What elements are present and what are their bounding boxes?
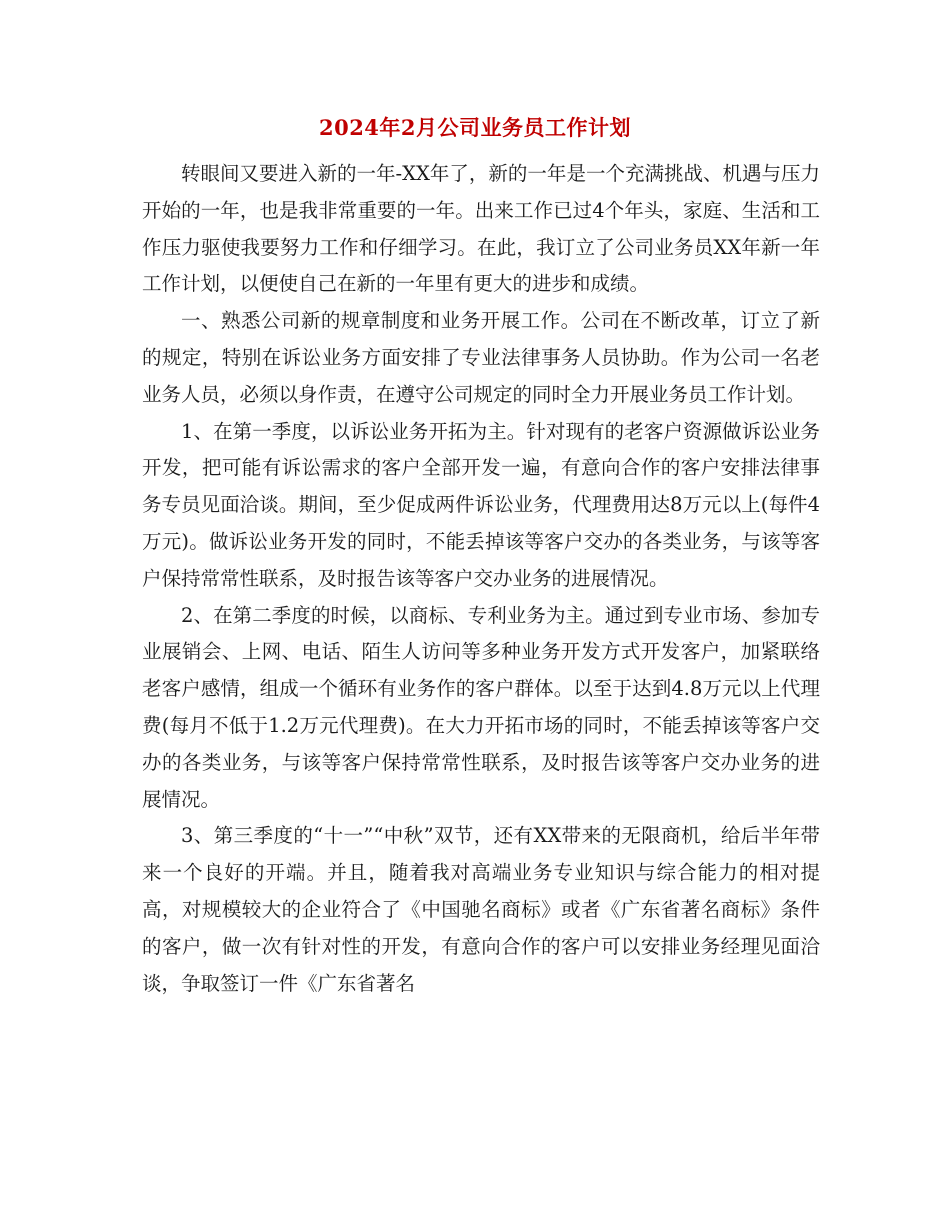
third-quarter-paragraph: 3、第三季度的“十一”“中秋”双节，还有XX带来的无限商机，给后半年带来一个良好的开端。并且，随着我对高端业务专业知识与综合能力的相对提高，对规模较大的企业符合了《中国驰名商标》或者《广东省著名商标》条件的客户，做一次有针对性的开发，有意向合作的客户可以安排业务经理见面洽谈，争取签订一件《广东省著名 [142,824,820,995]
document-body [142,156,820,1002]
section-one-paragraph: 一、熟悉公司新的规章制度和业务开展工作。公司在不断改革，订立了新的规定，特别在诉讼业务方面安排了专业法律事务人员协助。作为公司一名老业务人员，必须以身作责，在遵守公司规定的同时全力开展业务员工作计划。 [142,309,820,406]
intro-paragraph: 转眼间又要进入新的一年-XX年了，新的一年是一个充满挑战、机遇与压力开始的一年，也是我非常重要的一年。出来工作已过4个年头，家庭、生活和工作压力驱使我要努力工作和仔细学习。在此，我订立了公司业务员XX年新一年工作计划，以便使自己在新的一年里有更大的进步和成绩。 [142,162,820,296]
first-quarter-paragraph: 1、在第一季度，以诉讼业务开拓为主。针对现有的老客户资源做诉讼业务开发，把可能有诉讼需求的客户全部开发一遍，有意向合作的客户安排法律事务专员见面洽谈。期间，至少促成两件诉讼业务，代理费用达8万元以上(每件4万元)。做诉讼业务开发的同时，不能丢掉该等客户交办的各类业务，与该等客户保持常常性联系，及时报告该等客户交办业务的进展情况。 [142,419,820,590]
document-title: 2024年2月公司业务员工作计划 [318,115,632,140]
second-quarter-paragraph: 2、在第二季度的时候，以商标、专利业务为主。通过到专业市场、参加专业展销会、上网、电话、陌生人访问等多种业务开发方式开发客户，加紧联络老客户感情，组成一个循环有业务作的客户群体。以至于达到4.8万元以上代理费(每月不低于1.2万元代理费)。在大力开拓市场的同时，不能丢掉该等客户交办的各类业务，与该等客户保持常常性联系，及时报告该等客户交办业务的进展情况。 [142,603,820,811]
